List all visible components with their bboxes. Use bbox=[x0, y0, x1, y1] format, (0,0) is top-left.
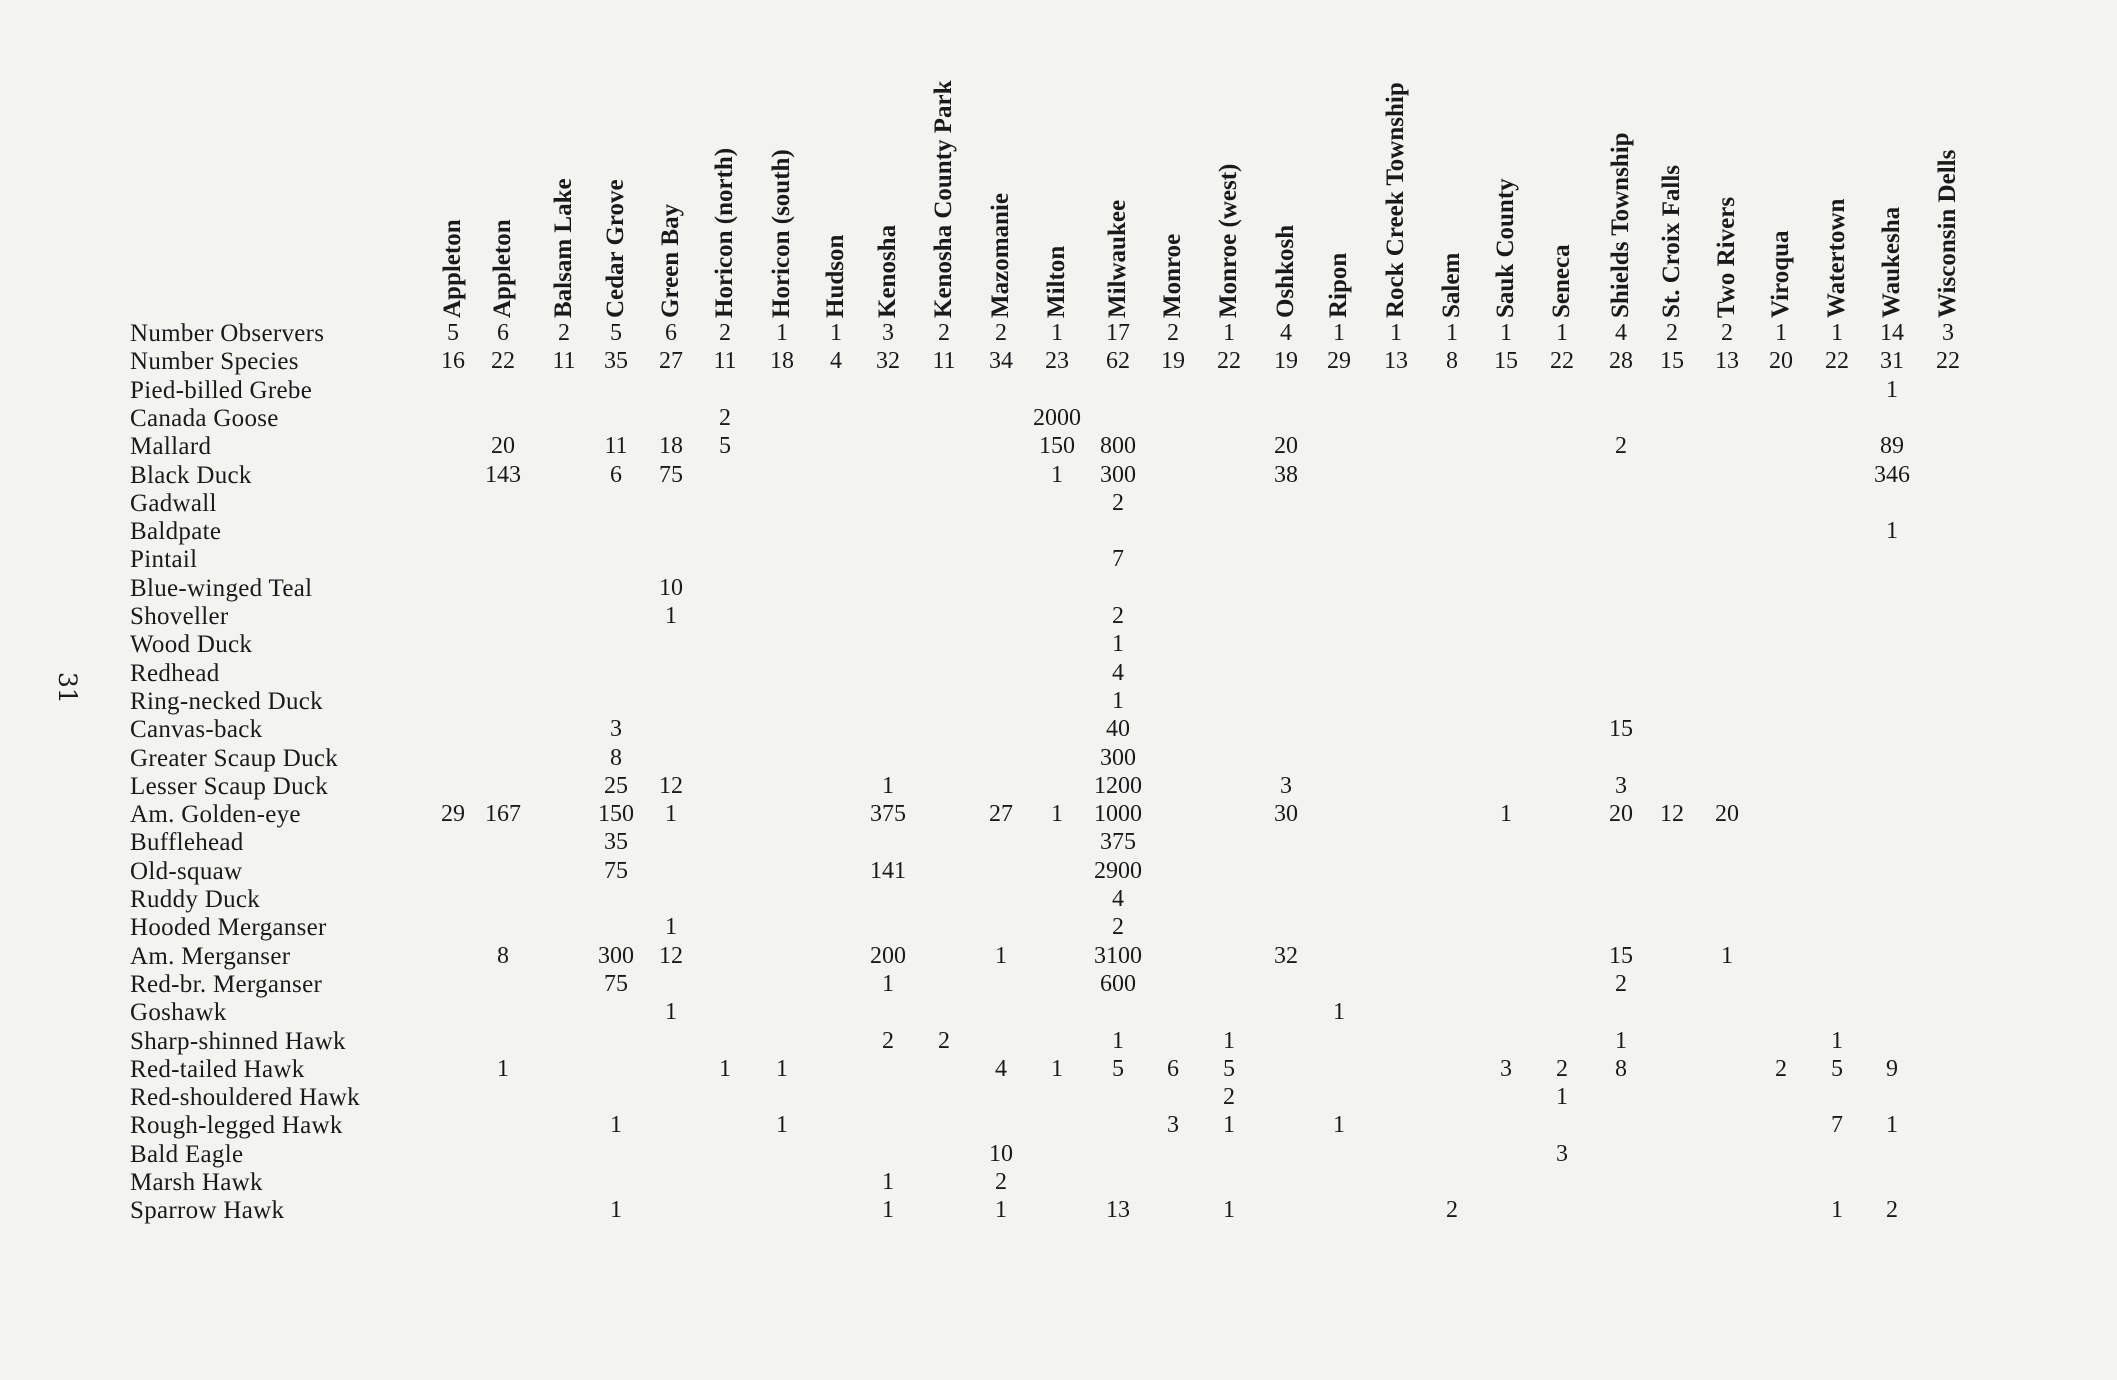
table-cell: 1 bbox=[497, 1055, 509, 1082]
column-header-label: Cedar Grove bbox=[602, 179, 629, 318]
table-cell: 375 bbox=[1100, 829, 1136, 856]
table-cell: 75 bbox=[659, 461, 683, 488]
column-header bbox=[987, 193, 1014, 319]
table-cell: 1 bbox=[1886, 518, 1898, 545]
row-label: Ring-necked Duck bbox=[130, 687, 323, 715]
table-cell: 11 bbox=[713, 348, 737, 375]
column-header-label: Wisconsin Dells bbox=[1934, 149, 1961, 318]
table-cell: 75 bbox=[604, 857, 628, 884]
table-cell: 167 bbox=[485, 801, 521, 828]
table-cell: 7 bbox=[1831, 1112, 1843, 1139]
table-cell: 375 bbox=[870, 801, 906, 828]
table-cell: 200 bbox=[870, 942, 906, 969]
column-header-label: Monroe bbox=[1159, 233, 1186, 318]
table-cell: 5 bbox=[1223, 1055, 1235, 1082]
table-cell: 20 bbox=[1769, 348, 1793, 375]
column-header-label: Viroqua bbox=[1767, 230, 1794, 318]
column-header-label: Monroe (west) bbox=[1215, 163, 1242, 318]
row-label: Wood Duck bbox=[130, 631, 253, 659]
table-cell: 4 bbox=[1280, 320, 1292, 346]
table-cell: 1 bbox=[1390, 320, 1402, 346]
table-cell: 40 bbox=[1106, 716, 1130, 743]
table-cell: 12 bbox=[659, 772, 683, 799]
column-header-label: Milton bbox=[1043, 245, 1070, 318]
table-cell: 1 bbox=[995, 942, 1007, 969]
table-cell: 2000 bbox=[1033, 404, 1081, 431]
table-cell: 29 bbox=[441, 801, 465, 828]
table-cell: 17 bbox=[1106, 320, 1130, 346]
table-cell: 10 bbox=[659, 574, 683, 601]
column-header-label: Watertown bbox=[1823, 198, 1850, 318]
table-cell: 1 bbox=[882, 1197, 894, 1224]
column-header bbox=[1325, 252, 1352, 319]
table-cell: 32 bbox=[876, 348, 900, 375]
row-label: Goshawk bbox=[130, 999, 227, 1027]
table-cell: 6 bbox=[665, 320, 677, 346]
table-cell: 13 bbox=[1715, 348, 1739, 375]
row-label: Am. Golden-eye bbox=[130, 801, 301, 829]
table-cell: 62 bbox=[1106, 348, 1130, 375]
table-cell: 1 bbox=[1446, 320, 1458, 346]
column-header-label: Green Bay bbox=[657, 203, 684, 318]
column-header-label: Waukesha bbox=[1878, 206, 1905, 318]
table-cell: 15 bbox=[1660, 348, 1684, 375]
table-cell: 5 bbox=[1112, 1055, 1124, 1082]
table-cell: 346 bbox=[1874, 461, 1910, 488]
table-cell: 2 bbox=[1112, 489, 1124, 516]
table-cell: 1 bbox=[1333, 1112, 1345, 1139]
column-header-label: St. Croix Falls bbox=[1658, 164, 1685, 318]
table-cell: 2 bbox=[1446, 1197, 1458, 1224]
column-header bbox=[930, 80, 957, 319]
table-cell: 1 bbox=[1223, 1027, 1235, 1054]
table-cell: 2 bbox=[719, 320, 731, 346]
row-label: Marsh Hawk bbox=[130, 1169, 263, 1196]
column-header-label: Salem bbox=[1438, 252, 1465, 318]
table-cell: 89 bbox=[1880, 433, 1904, 460]
table-cell: 13 bbox=[1106, 1197, 1130, 1224]
table-cell: 18 bbox=[770, 348, 794, 375]
table-cell: 1 bbox=[665, 914, 677, 941]
column-header bbox=[657, 203, 684, 319]
table-cell: 5 bbox=[447, 320, 459, 346]
table-cell: 3 bbox=[1500, 1055, 1512, 1082]
table-cell: 300 bbox=[598, 942, 634, 969]
table-cell: 22 bbox=[1825, 348, 1849, 375]
table-cell: 8 bbox=[610, 744, 622, 771]
table-cell: 1 bbox=[665, 603, 677, 629]
table-cell: 1 bbox=[1556, 320, 1568, 346]
table-cell: 30 bbox=[1274, 801, 1298, 828]
table-cell: 1 bbox=[882, 772, 894, 799]
table-cell: 3 bbox=[1942, 320, 1954, 346]
column-header bbox=[602, 179, 629, 319]
table-cell: 4 bbox=[1112, 886, 1124, 912]
table-cell: 19 bbox=[1274, 348, 1298, 375]
table-cell: 1 bbox=[1051, 801, 1063, 828]
table-cell: 11 bbox=[932, 348, 956, 375]
row-label: Baldpate bbox=[130, 518, 222, 546]
table-cell: 4 bbox=[1112, 659, 1124, 686]
table-cell: 1 bbox=[665, 801, 677, 828]
column-header bbox=[489, 219, 516, 319]
table-cell: 22 bbox=[1936, 348, 1960, 375]
table-cell: 2 bbox=[1556, 1055, 1568, 1082]
row-label: Am. Merganser bbox=[130, 942, 291, 970]
table-cell: 1 bbox=[776, 1112, 788, 1139]
table-cell: 1 bbox=[1831, 1197, 1843, 1224]
column-header bbox=[1713, 196, 1740, 319]
table-cell: 2 bbox=[1615, 970, 1627, 997]
row-label: Redhead bbox=[130, 659, 220, 687]
table-cell: 1 bbox=[1112, 631, 1124, 658]
column-header bbox=[1438, 252, 1465, 319]
table-cell: 143 bbox=[485, 461, 521, 488]
table-cell: 29 bbox=[1327, 348, 1351, 375]
table-cell: 1 bbox=[1112, 687, 1124, 714]
column-header-label: Kenosha County Park bbox=[930, 80, 957, 318]
page-number: 31 bbox=[53, 672, 82, 704]
table-cell: 1 bbox=[776, 320, 788, 346]
row-label: Number Species bbox=[130, 348, 299, 376]
table-cell: 1 bbox=[1615, 1027, 1627, 1054]
row-label: Rough-legged Hawk bbox=[130, 1112, 343, 1140]
table-cell: 1 bbox=[1775, 320, 1787, 346]
table-cell: 3 bbox=[882, 320, 894, 346]
column-header bbox=[1492, 178, 1519, 319]
table-cell: 1 bbox=[1721, 942, 1733, 969]
table-cell: 3 bbox=[1167, 1112, 1179, 1139]
table-cell: 1 bbox=[776, 1055, 788, 1082]
table-cell: 8 bbox=[1615, 1055, 1627, 1082]
table-cell: 4 bbox=[1615, 320, 1627, 346]
table-cell: 13 bbox=[1384, 348, 1408, 375]
column-header bbox=[1159, 233, 1186, 319]
column-header bbox=[550, 178, 577, 319]
table-cell: 7 bbox=[1112, 546, 1124, 573]
column-header bbox=[1658, 164, 1685, 319]
table-cell: 2 bbox=[1775, 1055, 1787, 1082]
table-cell: 300 bbox=[1100, 744, 1136, 771]
table-cell: 3100 bbox=[1094, 942, 1142, 969]
row-label: Old-squaw bbox=[130, 857, 243, 885]
table-cell: 2 bbox=[1223, 1084, 1235, 1111]
table-cell: 1 bbox=[719, 1055, 731, 1082]
column-header-label: Rock Creek Township bbox=[1382, 82, 1409, 318]
table-cell: 1 bbox=[610, 1197, 622, 1224]
table-cell: 32 bbox=[1274, 942, 1298, 969]
table-cell: 22 bbox=[491, 348, 515, 375]
column-header bbox=[1548, 244, 1575, 319]
column-header bbox=[1215, 163, 1242, 319]
table-cell: 2900 bbox=[1094, 857, 1142, 884]
column-header-label: Appleton bbox=[489, 219, 516, 318]
table-cell: 2 bbox=[1112, 603, 1124, 629]
table-cell: 5 bbox=[610, 320, 622, 346]
table-cell: 2 bbox=[995, 320, 1007, 346]
table-cell: 1 bbox=[1051, 1055, 1063, 1082]
row-label: Shoveller bbox=[130, 603, 229, 630]
table-cell: 300 bbox=[1100, 461, 1136, 488]
table-cell: 3 bbox=[1615, 772, 1627, 799]
table-cell: 1 bbox=[1112, 1027, 1124, 1054]
row-label: Sparrow Hawk bbox=[130, 1197, 285, 1225]
table-cell: 22 bbox=[1550, 348, 1574, 375]
column-header bbox=[1823, 198, 1850, 319]
table-cell: 1 bbox=[1886, 376, 1898, 403]
column-header bbox=[1382, 82, 1409, 319]
table-cell: 11 bbox=[552, 348, 576, 375]
table-cell: 1000 bbox=[1094, 801, 1142, 828]
column-header-label: Horicon (north) bbox=[711, 147, 738, 318]
table-cell: 15 bbox=[1494, 348, 1518, 375]
row-label: Bufflehead bbox=[130, 829, 244, 857]
table-cell: 27 bbox=[989, 801, 1013, 828]
table-cell: 16 bbox=[441, 348, 465, 375]
table-cell: 2 bbox=[1167, 320, 1179, 346]
table-cell: 4 bbox=[830, 348, 842, 375]
table-cell: 2 bbox=[1666, 320, 1678, 346]
table-cell: 12 bbox=[659, 942, 683, 969]
table-cell: 2 bbox=[1112, 914, 1124, 941]
row-label: Canvas-back bbox=[130, 716, 263, 744]
table-cell: 2 bbox=[938, 1027, 950, 1054]
table-cell: 1 bbox=[1831, 1027, 1843, 1054]
column-header bbox=[1104, 199, 1131, 319]
column-header bbox=[1878, 206, 1905, 319]
table-cell: 31 bbox=[1880, 348, 1904, 375]
table-cell: 1 bbox=[1886, 1112, 1898, 1139]
table-cell: 8 bbox=[497, 942, 509, 969]
row-label: Red-tailed Hawk bbox=[130, 1055, 305, 1083]
column-header-label: Ripon bbox=[1325, 252, 1352, 318]
row-label: Lesser Scaup Duck bbox=[130, 772, 329, 800]
table-cell: 34 bbox=[989, 348, 1013, 375]
table-cell: 2 bbox=[719, 404, 731, 431]
table-cell: 800 bbox=[1100, 433, 1136, 460]
row-label: Hooded Merganser bbox=[130, 914, 327, 942]
table-cell: 1 bbox=[882, 970, 894, 997]
row-label: Gadwall bbox=[130, 489, 217, 517]
table-cell: 2 bbox=[1721, 320, 1733, 346]
table-cell: 14 bbox=[1880, 320, 1904, 346]
column-header-label: Kenosha bbox=[874, 224, 901, 318]
table-cell: 1200 bbox=[1094, 772, 1142, 799]
column-header bbox=[874, 224, 901, 319]
table-cell: 1 bbox=[1051, 320, 1063, 346]
column-header bbox=[768, 149, 795, 319]
row-label: Bald Eagle bbox=[130, 1140, 244, 1168]
column-header-label: Balsam Lake bbox=[550, 178, 577, 318]
table-cell: 2 bbox=[995, 1169, 1007, 1195]
table-cell: 1 bbox=[1333, 999, 1345, 1026]
table-cell: 150 bbox=[1039, 433, 1075, 460]
table-cell: 3 bbox=[610, 716, 622, 743]
table-cell: 1 bbox=[995, 1197, 1007, 1224]
row-label: Mallard bbox=[130, 433, 212, 461]
table-cell: 6 bbox=[497, 320, 509, 346]
row-label: Blue-winged Teal bbox=[130, 574, 313, 602]
table-cell: 35 bbox=[604, 829, 628, 856]
table-cell: 27 bbox=[659, 348, 683, 375]
row-label: Pied-billed Grebe bbox=[130, 376, 313, 404]
row-label: Number Observers bbox=[130, 320, 325, 347]
table-cell: 4 bbox=[995, 1055, 1007, 1082]
column-header bbox=[439, 219, 466, 319]
row-label: Sharp-shinned Hawk bbox=[130, 1027, 346, 1055]
column-header-label: Shields Township bbox=[1607, 132, 1634, 318]
table-cell: 5 bbox=[1831, 1055, 1843, 1082]
row-label: Greater Scaup Duck bbox=[130, 744, 339, 772]
table-cell: 20 bbox=[1715, 801, 1739, 828]
column-header bbox=[711, 147, 738, 319]
table-cell: 15 bbox=[1609, 942, 1633, 969]
table-cell: 2 bbox=[882, 1027, 894, 1054]
table-cell: 20 bbox=[491, 433, 515, 460]
row-label: Black Duck bbox=[130, 461, 252, 489]
table-cell: 5 bbox=[719, 433, 731, 460]
column-header-label: Mazomanie bbox=[987, 193, 1014, 318]
table-cell: 2 bbox=[938, 320, 950, 346]
table-cell: 12 bbox=[1660, 801, 1684, 828]
table-cell: 150 bbox=[598, 801, 634, 828]
column-header bbox=[1934, 149, 1961, 319]
table-cell: 1 bbox=[1500, 320, 1512, 346]
table-cell: 20 bbox=[1609, 801, 1633, 828]
column-header-label: Milwaukee bbox=[1104, 199, 1131, 318]
table-cell: 75 bbox=[604, 970, 628, 997]
table-cell: 38 bbox=[1274, 461, 1298, 488]
column-header bbox=[822, 234, 849, 319]
table-cell: 18 bbox=[659, 433, 683, 460]
table-cell: 1 bbox=[1223, 320, 1235, 346]
table-cell: 22 bbox=[1217, 348, 1241, 375]
table-cell: 20 bbox=[1274, 433, 1298, 460]
table-cell: 3 bbox=[1280, 772, 1292, 799]
table-cell: 1 bbox=[1223, 1112, 1235, 1139]
table-cell: 1 bbox=[1831, 320, 1843, 346]
column-header bbox=[1607, 132, 1634, 319]
column-header-label: Hudson bbox=[822, 234, 849, 318]
table-cell: 3 bbox=[1556, 1140, 1568, 1167]
row-label: Ruddy Duck bbox=[130, 886, 261, 913]
row-label: Canada Goose bbox=[130, 404, 279, 432]
column-header-label: Two Rivers bbox=[1713, 196, 1740, 318]
table-cell: 1 bbox=[1223, 1197, 1235, 1224]
table-cell: 6 bbox=[1167, 1055, 1179, 1082]
table-cell: 11 bbox=[604, 433, 628, 460]
table-cell: 19 bbox=[1161, 348, 1185, 375]
table-cell: 2 bbox=[558, 320, 570, 346]
table-cell: 1 bbox=[882, 1169, 894, 1195]
table-cell: 2 bbox=[1615, 433, 1627, 460]
table-cell: 1 bbox=[830, 320, 842, 346]
table-cell: 25 bbox=[604, 772, 628, 799]
table-cell: 1 bbox=[1051, 461, 1063, 488]
table-cell: 15 bbox=[1609, 716, 1633, 743]
column-header-label: Seneca bbox=[1548, 244, 1575, 318]
table-cell: 600 bbox=[1100, 970, 1136, 997]
column-header bbox=[1272, 224, 1299, 319]
column-header-label: Horicon (south) bbox=[768, 149, 795, 318]
table-cell: 6 bbox=[610, 461, 622, 488]
row-label: Red-shouldered Hawk bbox=[130, 1084, 360, 1112]
table-cell: 10 bbox=[989, 1140, 1013, 1167]
column-header bbox=[1767, 230, 1794, 319]
column-header-label: Sauk County bbox=[1492, 178, 1519, 318]
table-cell: 28 bbox=[1609, 348, 1633, 375]
column-header-label: Oshkosh bbox=[1272, 224, 1299, 318]
row-label: Pintail bbox=[130, 546, 198, 574]
table-cell: 1 bbox=[1333, 320, 1345, 346]
row-label: Red-br. Merganser bbox=[130, 970, 323, 998]
table-cell: 141 bbox=[870, 857, 906, 884]
table-cell: 2 bbox=[1886, 1197, 1898, 1224]
column-header-label: Appleton bbox=[439, 219, 466, 318]
table-cell: 1 bbox=[665, 999, 677, 1026]
table-cell: 9 bbox=[1886, 1055, 1898, 1082]
table-cell: 23 bbox=[1045, 348, 1069, 375]
table-cell: 1 bbox=[610, 1112, 622, 1139]
column-header bbox=[1043, 245, 1070, 319]
table-cell: 8 bbox=[1446, 348, 1458, 375]
table-cell: 1 bbox=[1556, 1084, 1568, 1111]
table-cell: 1 bbox=[1500, 801, 1512, 828]
table-cell: 35 bbox=[604, 348, 628, 375]
